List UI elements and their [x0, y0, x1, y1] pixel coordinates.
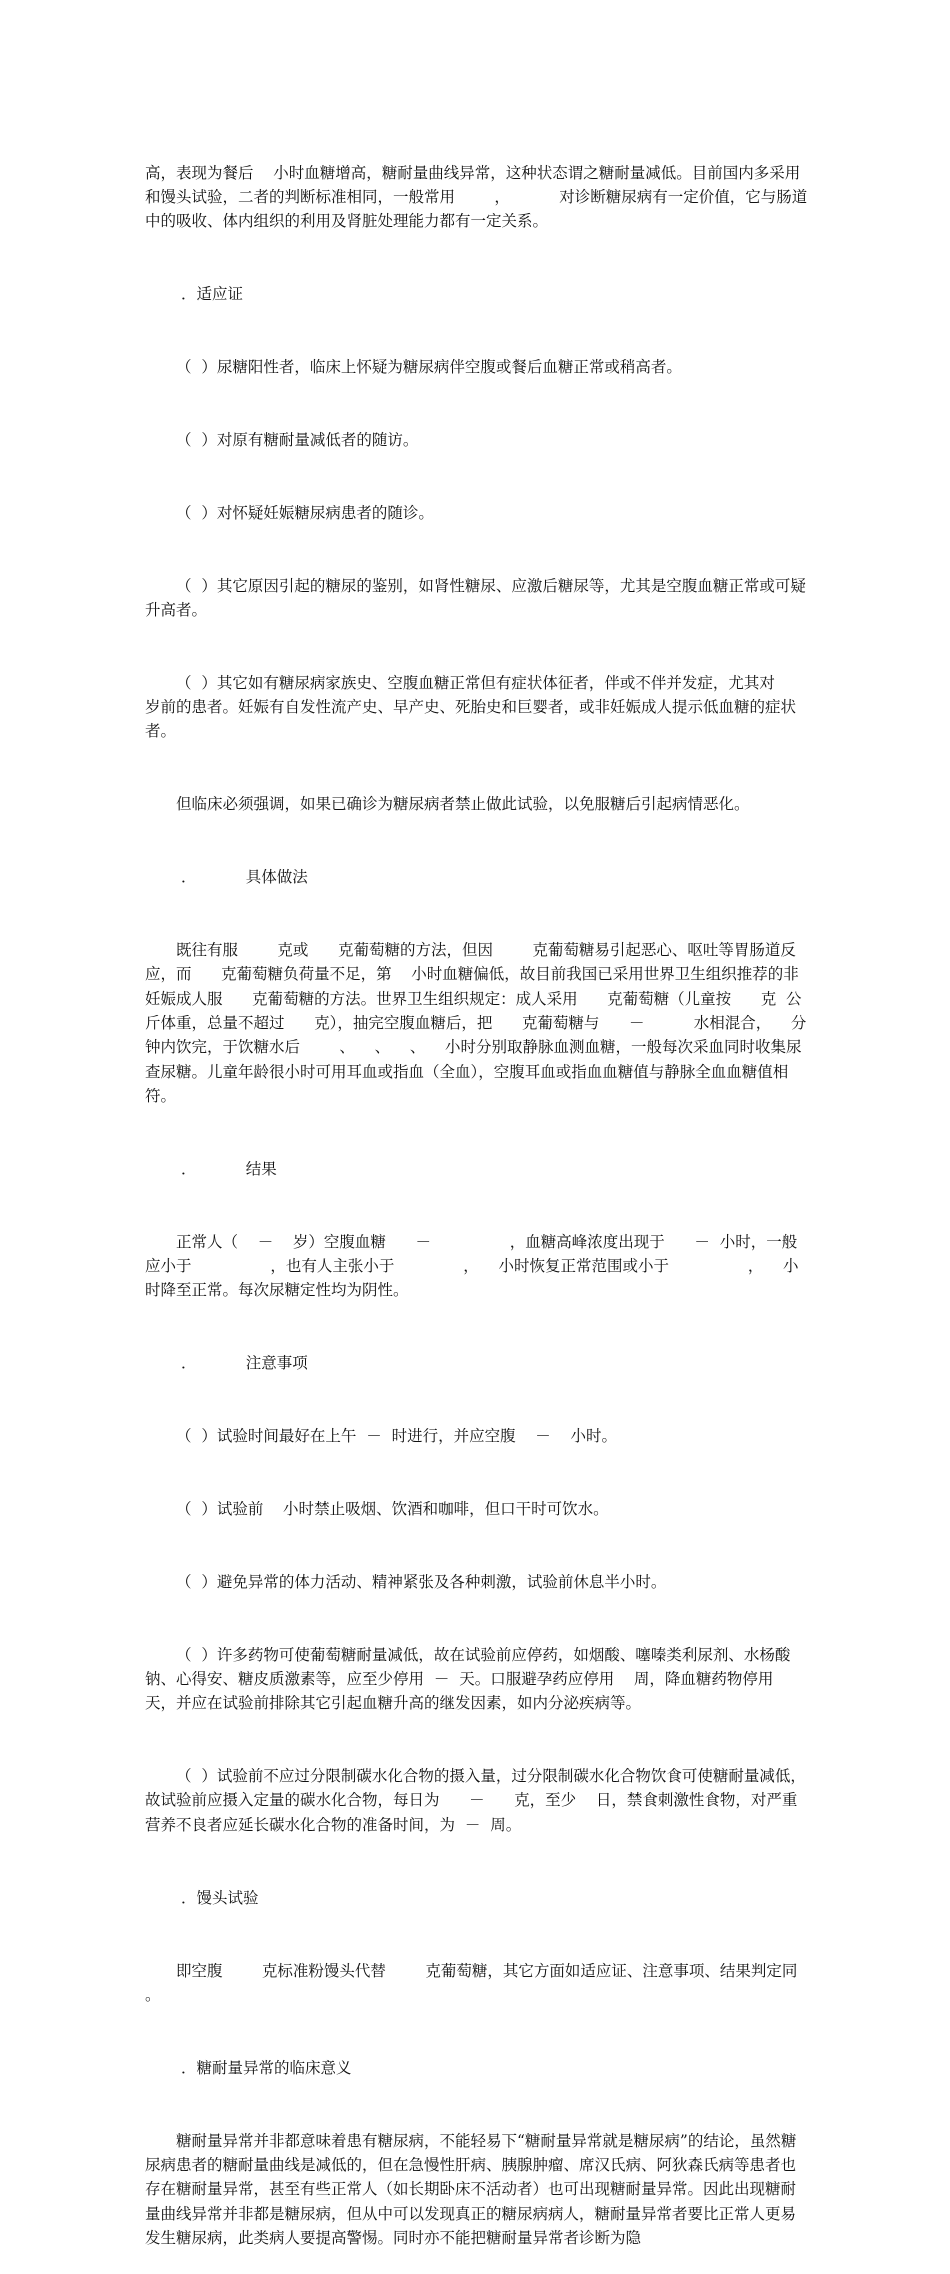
- paragraph-procedure: 既往有服 克或 克葡萄糖的方法，但因 克葡萄糖易引起恶心、呕吐等胃肠道反应，而 克葡萄糖负荷量不足，第 小时血糖偏低，故目前我国已采用世界卫生组织推荐的非妊娠成人服 克葡萄糖的方法。世界卫生组织规定：成人采用 克葡萄糖（儿童按 克 公斤体重，总量不超过 克），抽完空腹血糖后，把 克葡萄糖与 － 水相混合， 分钟内饮完，于饮糖水后 、 、 、 小时分别取静脉血测血糖，一般每次采血同时收集尿查尿糖。儿童年龄很小时可用耳血或指血（全血），空腹耳血或指血血糖值与静脉全血血糖值相符。: [145, 941, 807, 1105]
- list-item: （ ）试验时间最好在上午 － 时进行，并应空腹 － 小时。: [176, 1427, 617, 1446]
- paragraph-steamed-bun-test: 即空腹 克标准粉馒头代替 克葡萄糖，其它方面如适应证、注意事项、结果判定同 。: [145, 1961, 847, 2004]
- section-heading-clinical-significance: ．糖耐量异常的临床意义: [176, 2058, 352, 2077]
- list-item: （ ）许多药物可使葡萄糖耐量减低，故在试验前应停药，如烟酸、噻嗪类利尿剂、水杨酸钠、心得安、糖皮质激素等，应至少停用 － 天。口服避孕药应停用 周，降血糖药物停用 天，并应在试验前排除其它引起血糖升高的继发因素，如内分泌疾病等。: [145, 1645, 794, 1713]
- section-heading-procedure: ． 具体做法: [176, 868, 308, 887]
- section-heading-indications: ．适应证: [176, 285, 243, 304]
- list-item: （ ）试验前不应过分限制碳水化合物的摄入量，过分限制碳水化合物饮食可使糖耐量减低，故试验前应摄入定量的碳水化合物，每日为 － 克，至少 日，禁食刺激性食物，对严重营养不良者应延长碳水化合物的准备时间，为 － 周。: [145, 1767, 806, 1834]
- section-heading-results: ． 结果: [176, 1159, 277, 1178]
- list-item: （ ）对原有糖耐量减低者的随访。: [176, 430, 419, 449]
- paragraph-warning: 但临床必须强调，如果已确诊为糖尿病者禁止做此试验，以免服糖后引起病情恶化。: [176, 795, 750, 814]
- list-item: （ ）避免异常的体力活动、精神紧张及各种刺激，试验前休息半小时。: [176, 1572, 667, 1591]
- document-body: [145, 112, 850, 2274]
- section-heading-steamed-bun-test: ．馒头试验: [176, 1888, 259, 1907]
- list-item: （ ）试验前 小时禁止吸烟、饮酒和咖啡，但口干时可饮水。: [176, 1499, 609, 1518]
- list-item: （ ）其它如有糖尿病家族史、空腹血糖正常但有症状体征者，伴或不伴并发症，尤其对 岁前的患者。妊娠有自发性流产史、早产史、死胎史和巨婴者，或非妊娠成人提示低血糖的症状者。: [145, 673, 805, 741]
- paragraph-clinical-significance: 糖耐量异常并非都意味着患有糖尿病，不能轻易下“糖耐量异常就是糖尿病”的结论，虽然糖尿病患者的糖耐量曲线是减低的，但在急慢性肝病、胰腺肿瘤、席汉氏病、阿狄森氏病等患者也存在糖耐量异常，甚至有些正常人（如长期卧床不活动者）也可出现糖耐量异常。因此出现糖耐量曲线异常并非都是糖尿病，但从中可以发现真正的糖尿病病人，糖耐量异常者要比正常人更易发生糖尿病，此类病人要提高警惕。同时亦不能把糖耐量异常者诊断为隐: [145, 2131, 797, 2247]
- list-item: （ ）对怀疑妊娠糖尿病患者的随诊。: [176, 503, 434, 522]
- list-item: （ ）尿糖阳性者，临床上怀疑为糖尿病伴空腹或餐后血糖正常或稍高者。: [176, 357, 682, 376]
- paragraph-intro: 高，表现为餐后 小时血糖增高，糖耐量曲线异常，这种状态谓之糖耐量减低。目前国内多采用 和馒头试验，二者的判断标准相同，一般常用 ， 对诊断糖尿病有一定价值，它与肠道中的吸收、体内组织的利用及肾脏处理能力都有一定关系。: [145, 163, 850, 231]
- list-item: （ ）其它原因引起的糖尿的鉴别，如肾性糖尿、应激后糖尿等，尤其是空腹血糖正常或可疑升高者。: [145, 576, 806, 619]
- section-heading-precautions: ． 注意事项: [176, 1354, 308, 1373]
- paragraph-results: 正常人（ － 岁）空腹血糖 － ，血糖高峰浓度出现于 － 小时，一般应小于 ，也有人主张小于 ， 小时恢复正常范围或小于 ， 小时降至正常。每次尿糖定性均为阴性。: [145, 1232, 799, 1300]
